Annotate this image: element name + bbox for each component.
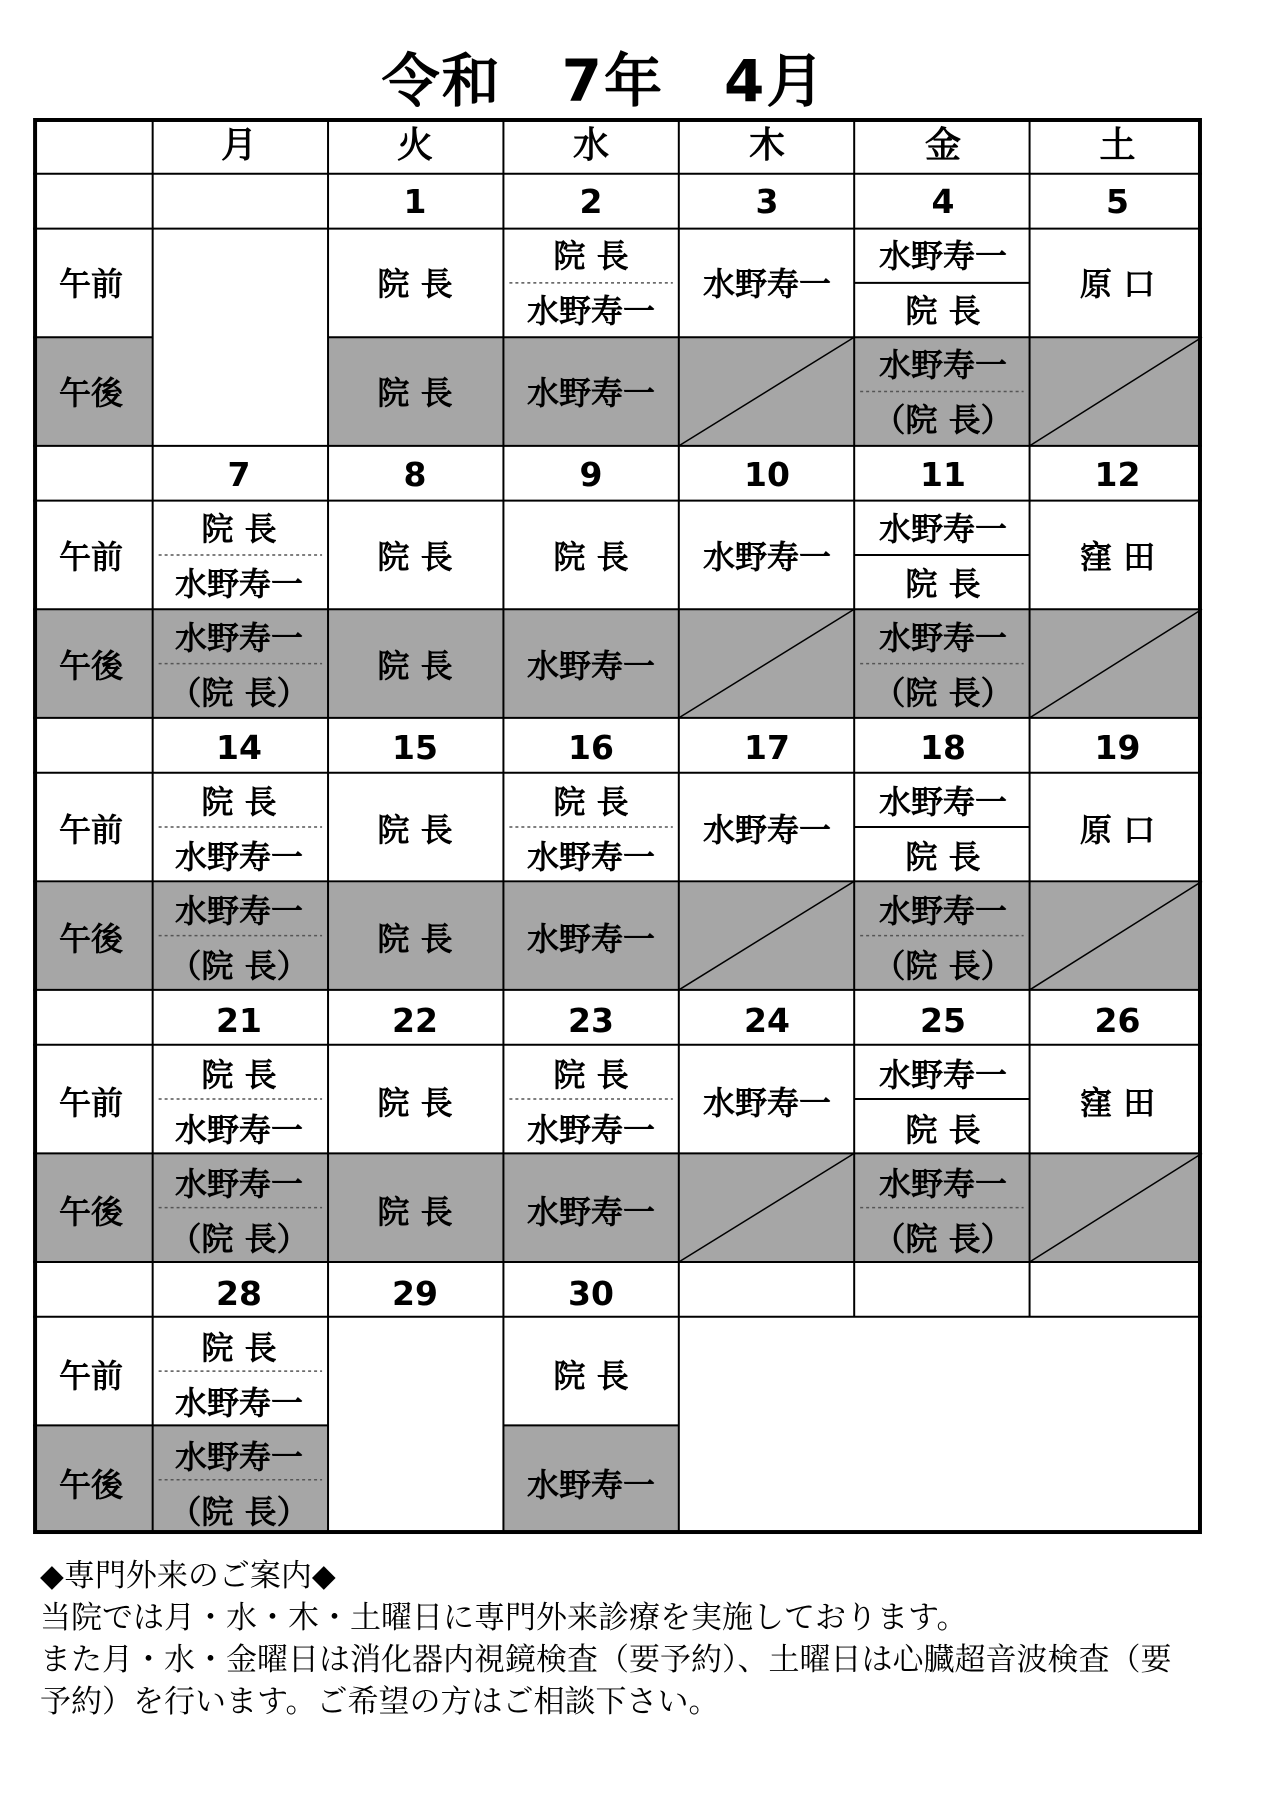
day-number: 11 [920,455,966,494]
doctor-name: 院 長 [905,291,981,330]
doctor-name: 院 長 [553,1356,629,1395]
doctor-name: （院 長） [169,673,309,712]
doctor-name: 水野寿一 [174,1438,303,1477]
afternoon-label: 午後 [58,1192,123,1231]
doctor-name: 院 長 [553,1056,629,1095]
doctor-name: 院 長 [553,537,629,576]
weekday-header: 月 [220,125,257,166]
day-number: 21 [216,1001,262,1040]
day-number: 26 [1094,1001,1141,1040]
day-number: 15 [392,728,438,767]
notice-line: また月・水・金曜日は消化器内視鏡検査（要予約）、土曜日は心臓超音波検査（要 [40,1642,1172,1678]
doctor-name: 水野寿一 [526,373,655,412]
doctor-name: （院 長） [873,400,1013,439]
doctor-name: 水野寿一 [878,1056,1007,1095]
afternoon-label: 午後 [58,646,123,685]
doctor-name: （院 長） [169,946,309,985]
weekday-header: 火 [396,125,433,166]
doctor-name: 水野寿一 [526,291,655,330]
doctor-name: 院 長 [377,1083,453,1122]
day-number: 24 [744,1001,790,1040]
doctor-name: 院 長 [905,837,981,876]
doctor-name: 院 長 [377,264,453,303]
doctor-name: 水野寿一 [878,619,1007,658]
day-number: 12 [1094,455,1141,494]
day-number: 5 [1106,182,1129,221]
day-number: 7 [227,455,251,494]
schedule-calendar [31,118,1217,1544]
doctor-name: 水野寿一 [174,1110,303,1149]
day-number: 10 [744,455,790,494]
doctor-name: 窪 田 [1079,537,1156,576]
day-number: 30 [568,1274,614,1313]
doctor-name: 水野寿一 [526,646,655,685]
day-number: 22 [392,1001,438,1040]
doctor-name: （院 長） [873,673,1013,712]
day-number: 16 [568,728,614,767]
doctor-name: 水野寿一 [878,783,1007,822]
doctor-name: 水野寿一 [526,837,655,876]
doctor-name: 水野寿一 [702,810,831,849]
doctor-name: 水野寿一 [174,1165,303,1204]
doctor-name: 院 長 [201,783,277,822]
doctor-name: 水野寿一 [174,1383,303,1422]
day-number: 1 [403,182,427,221]
doctor-name: 院 長 [201,510,277,549]
day-number: 23 [568,1001,614,1040]
doctor-name: 院 長 [377,537,453,576]
doctor-name: （院 長） [873,1219,1013,1258]
doctor-name: 院 長 [201,1056,277,1095]
day-number: 29 [392,1274,438,1313]
doctor-name: 水野寿一 [702,537,831,576]
doctor-name: 窪 田 [1079,1083,1156,1122]
doctor-name: （院 長） [169,1219,309,1258]
doctor-name: 水野寿一 [174,564,303,603]
notice-heading: ◆専門外来のご案内◆ [40,1558,336,1594]
page-title: 令和 7年 4月 [381,47,827,115]
doctor-name: 水野寿一 [878,510,1007,549]
doctor-name: 水野寿一 [878,346,1007,385]
afternoon-label: 午後 [58,373,123,412]
doctor-name: （院 長） [169,1492,309,1531]
day-number: 19 [1094,728,1141,767]
doctor-name: 院 長 [553,237,629,276]
doctor-name: 院 長 [553,783,629,822]
day-number: 2 [579,182,603,221]
day-number: 14 [216,728,262,767]
notice-line: 予約）を行います。ご希望の方はご相談下さい。 [40,1684,720,1720]
weekday-header: 土 [1099,125,1136,166]
morning-label: 午前 [58,537,123,576]
doctor-name: 水野寿一 [526,1110,655,1149]
weekday-header: 水 [572,125,609,166]
doctor-name: 院 長 [377,810,453,849]
specialist-clinic-notice [40,1555,1220,1723]
doctor-name: 水野寿一 [878,1165,1007,1204]
doctor-name: 水野寿一 [702,264,831,303]
day-number: 8 [403,455,427,494]
day-number: 28 [216,1274,262,1313]
afternoon-label: 午後 [58,919,123,958]
doctor-name: 水野寿一 [174,892,303,931]
day-number: 25 [920,1001,966,1040]
doctor-name: 院 長 [377,646,453,685]
day-number: 3 [755,182,779,221]
doctor-name: 水野寿一 [526,919,655,958]
day-number: 4 [931,182,955,221]
doctor-name: 院 長 [905,564,981,603]
morning-label: 午前 [58,264,123,303]
doctor-name: 水野寿一 [878,237,1007,276]
doctor-name: 水野寿一 [878,892,1007,931]
doctor-name: 院 長 [377,373,453,412]
doctor-name: 原 口 [1079,264,1156,303]
notice-line: 当院では月・水・木・土曜日に専門外来診療を実施しております。 [40,1600,968,1636]
afternoon-label: 午後 [58,1465,123,1504]
day-number: 18 [920,728,966,767]
weekday-header: 木 [748,125,785,166]
doctor-name: 院 長 [201,1329,277,1368]
doctor-name: 水野寿一 [526,1465,655,1504]
doctor-name: 水野寿一 [174,837,303,876]
day-number: 17 [744,728,790,767]
doctor-name: 水野寿一 [702,1083,831,1122]
doctor-name: 院 長 [905,1110,981,1149]
doctor-name: 水野寿一 [174,619,303,658]
doctor-name: 水野寿一 [526,1192,655,1231]
day-number: 9 [579,455,603,494]
morning-label: 午前 [58,1356,123,1395]
morning-label: 午前 [58,1083,123,1122]
doctor-name: （院 長） [873,946,1013,985]
doctor-name: 院 長 [377,1192,453,1231]
doctor-name: 原 口 [1079,810,1156,849]
morning-label: 午前 [58,810,123,849]
doctor-name: 院 長 [377,919,453,958]
weekday-header: 金 [924,125,961,166]
